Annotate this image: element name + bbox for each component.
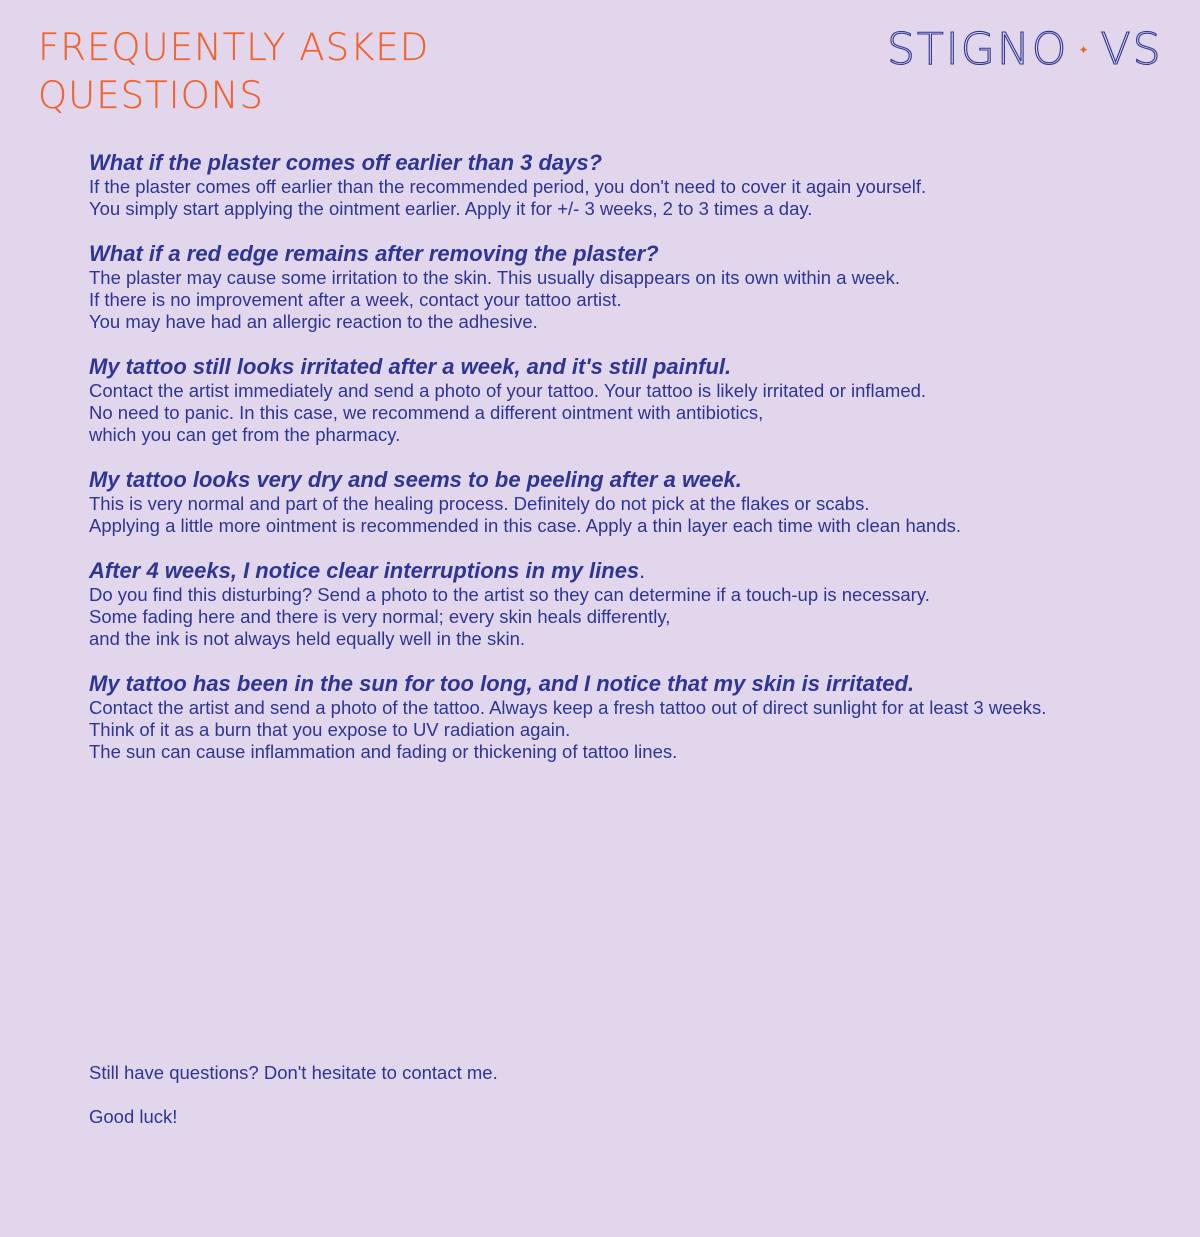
brand-name-left: STIGNO: [887, 24, 1069, 75]
faq-question: My tattoo looks very dry and seems to be peeling after a week.: [89, 467, 742, 492]
faq-answer-line: Think of it as a burn that you expose to UV radiation again.: [89, 719, 571, 740]
faq-answer-line: Contact the artist and send a photo of the tattoo. Always keep a fresh tattoo out of direct sunlight for at least 3 weeks.: [89, 697, 1047, 718]
faq-answer-line: Contact the artist immediately and send a photo of your tattoo. Your tattoo is likely irritated or inflamed.: [89, 380, 927, 401]
faq-answer-line: The sun can cause inflammation and fading or thickening of tattoo lines.: [89, 741, 678, 762]
faq-question: What if a red edge remains after removing the plaster?: [89, 241, 659, 266]
faq-answer-line: Applying a little more ointment is recommended in this case. Apply a thin layer each time with clean hands.: [89, 515, 962, 536]
closing-text: [89, 1062, 498, 1150]
faq-item: [89, 558, 1109, 650]
faq-answer-line: which you can get from the pharmacy.: [89, 424, 401, 445]
faq-question: My tattoo still looks irritated after a week, and it's still painful.: [89, 354, 732, 379]
faq-question: My tattoo has been in the sun for too long, and I notice that my skin is irritated.: [89, 671, 915, 696]
faq-answer-line: Do you find this disturbing? Send a photo to the artist so they can determine if a touch-up is necessary.: [89, 584, 930, 605]
faq-answer-line: The plaster may cause some irritation to the skin. This usually disappears on its own within a week.: [89, 267, 900, 288]
faq-answer-line: and the ink is not always held equally well in the skin.: [89, 628, 526, 649]
contact-invitation: Still have questions? Don't hesitate to contact me.: [89, 1062, 498, 1083]
faq-answer-line: Some fading here and there is very normal; every skin heals differently,: [89, 606, 671, 627]
sign-off: Good luck!: [89, 1106, 178, 1127]
faq-item: [89, 354, 1109, 446]
faq-answer-line: This is very normal and part of the healing process. Definitely do not pick at the flakes or scabs.: [89, 493, 870, 514]
faq-answer-line: If the plaster comes off earlier than the recommended period, you don't need to cover it again yourself.: [89, 176, 927, 197]
faq-item: [89, 671, 1109, 763]
page-title-line-1: FREQUENTLY ASKED: [38, 26, 430, 69]
brand-logo: [887, 26, 1163, 74]
faq-answer-line: You may have had an allergic reaction to the adhesive.: [89, 311, 538, 332]
sparkle-icon: ✦: [1078, 43, 1091, 57]
page-title-line-2: QUESTIONS: [38, 74, 264, 117]
faq-item: [89, 150, 1109, 220]
page-title: [38, 24, 429, 120]
faq-answer-line: No need to panic. In this case, we recommend a different ointment with antibiotics,: [89, 402, 764, 423]
faq-list: [89, 150, 1109, 784]
faq-question: What if the plaster comes off earlier than 3 days?: [89, 150, 603, 175]
faq-question: After 4 weeks, I notice clear interruptions in my lines.: [89, 558, 646, 583]
faq-answer-line: You simply start applying the ointment earlier. Apply it for +/- 3 weeks, 2 to 3 times a day.: [89, 198, 813, 219]
brand-name-right: VS: [1100, 24, 1163, 75]
faq-item: [89, 467, 1109, 537]
faq-answer-line: If there is no improvement after a week, contact your tattoo artist.: [89, 289, 622, 310]
faq-item: [89, 241, 1109, 333]
